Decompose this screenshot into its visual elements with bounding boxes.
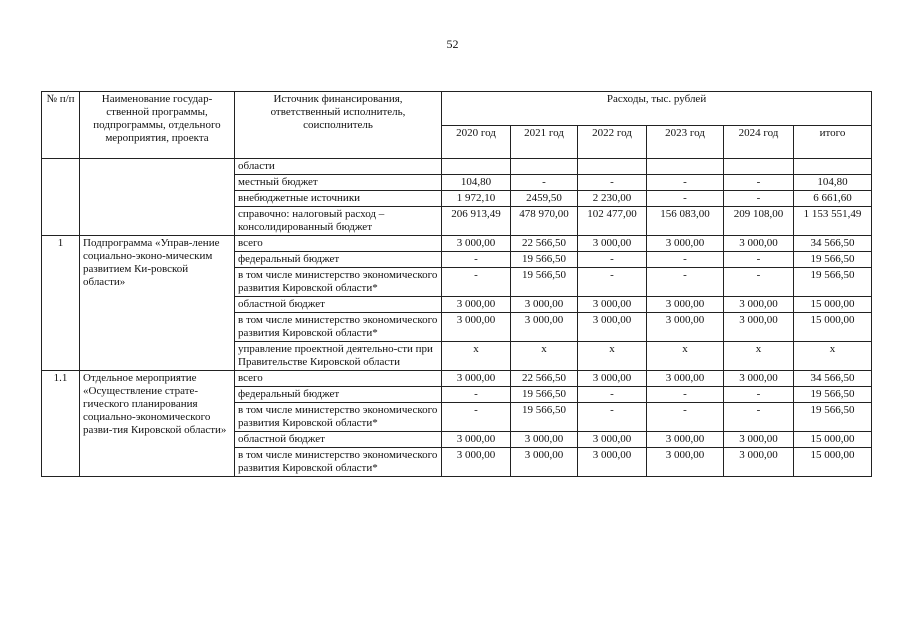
cell-value: 3 000,00 [578, 297, 647, 313]
cell-source: в том числе министерство экономического развития Кировской области* [235, 268, 442, 297]
cell-value: 3 000,00 [724, 371, 794, 387]
cell-num: 1 [42, 236, 80, 371]
cell-total: 19 566,50 [794, 387, 872, 403]
cell-value: 3 000,00 [647, 236, 724, 252]
cell-value: - [578, 252, 647, 268]
cell-value: 3 000,00 [578, 448, 647, 477]
cell-value [647, 159, 724, 175]
cell-total: 19 566,50 [794, 403, 872, 432]
cell-value: - [724, 387, 794, 403]
header-source: Источник финансирования, ответственный исполнитель, соисполнитель [235, 92, 442, 159]
cell-value: 3 000,00 [647, 313, 724, 342]
cell-value: 3 000,00 [578, 236, 647, 252]
cell-value: - [647, 191, 724, 207]
header-expenses: Расходы, тыс. рублей [442, 92, 872, 126]
cell-value: 3 000,00 [578, 432, 647, 448]
cell-value: 2 230,00 [578, 191, 647, 207]
header-name: Наименование государ-ственной программы, подпрограммы, отдельного мероприятия, проекта [80, 92, 235, 159]
cell-source: всего [235, 236, 442, 252]
cell-total: x [794, 342, 872, 371]
cell-value: - [578, 403, 647, 432]
cell-source: местный бюджет [235, 175, 442, 191]
cell-value: 3 000,00 [442, 432, 511, 448]
cell-total [794, 159, 872, 175]
table-row [42, 371, 872, 387]
cell-value: - [724, 268, 794, 297]
cell-name: Отдельное мероприятие «Осуществление страте-гического планирования социально-экономического разви-тия Кировской области» [80, 371, 235, 477]
cell-value: - [511, 175, 578, 191]
cell-name: Подпрограмма «Управ-ление социально-эконо-мическим развитием Ки-ровской области» [80, 236, 235, 371]
cell-total: 15 000,00 [794, 448, 872, 477]
cell-value: 3 000,00 [511, 448, 578, 477]
cell-value: 3 000,00 [647, 432, 724, 448]
cell-num [42, 159, 80, 236]
cell-value: 3 000,00 [578, 313, 647, 342]
cell-value: 3 000,00 [647, 297, 724, 313]
cell-source: областной бюджет [235, 432, 442, 448]
cell-value [442, 159, 511, 175]
cell-value: 3 000,00 [442, 371, 511, 387]
cell-value [511, 159, 578, 175]
cell-value: 19 566,50 [511, 403, 578, 432]
table-row [42, 236, 872, 252]
cell-value: 22 566,50 [511, 371, 578, 387]
cell-value: - [647, 252, 724, 268]
cell-total: 34 566,50 [794, 236, 872, 252]
cell-value: 156 083,00 [647, 207, 724, 236]
cell-value: - [724, 252, 794, 268]
cell-value [724, 159, 794, 175]
cell-value: 3 000,00 [647, 448, 724, 477]
cell-source: управление проектной деятельно-сти при Правительстве Кировской области [235, 342, 442, 371]
cell-value: - [442, 403, 511, 432]
cell-value: 3 000,00 [724, 432, 794, 448]
cell-value: - [442, 387, 511, 403]
budget-table [41, 91, 872, 477]
cell-source: внебюджетные источники [235, 191, 442, 207]
cell-value: - [647, 403, 724, 432]
cell-value: 3 000,00 [442, 297, 511, 313]
cell-value: - [578, 387, 647, 403]
cell-value: - [647, 387, 724, 403]
cell-source: федеральный бюджет [235, 387, 442, 403]
header-year: 2024 год [724, 125, 794, 159]
cell-num: 1.1 [42, 371, 80, 477]
cell-value: - [442, 268, 511, 297]
cell-value: - [647, 175, 724, 191]
cell-value: 104,80 [442, 175, 511, 191]
cell-value: x [442, 342, 511, 371]
header-num: № п/п [42, 92, 80, 159]
cell-value: 3 000,00 [511, 297, 578, 313]
table-header [42, 92, 872, 159]
cell-total: 6 661,60 [794, 191, 872, 207]
cell-source: областной бюджет [235, 297, 442, 313]
cell-value: 206 913,49 [442, 207, 511, 236]
cell-value: 1 972,10 [442, 191, 511, 207]
cell-source: справочно: налоговый расход – консолидированный бюджет [235, 207, 442, 236]
cell-value: x [724, 342, 794, 371]
cell-value: 22 566,50 [511, 236, 578, 252]
cell-value: 209 108,00 [724, 207, 794, 236]
cell-total: 104,80 [794, 175, 872, 191]
cell-source: в том числе министерство экономического развития Кировской области* [235, 313, 442, 342]
cell-value: 3 000,00 [724, 236, 794, 252]
header-total: итого [794, 125, 872, 159]
cell-total: 15 000,00 [794, 313, 872, 342]
cell-value: x [647, 342, 724, 371]
cell-value: - [724, 175, 794, 191]
cell-value: 3 000,00 [442, 236, 511, 252]
cell-value: 478 970,00 [511, 207, 578, 236]
cell-source: в том числе министерство экономического развития Кировской области* [235, 448, 442, 477]
cell-value: 3 000,00 [578, 371, 647, 387]
cell-value: - [442, 252, 511, 268]
cell-total: 1 153 551,49 [794, 207, 872, 236]
table-row [42, 159, 872, 175]
cell-total: 19 566,50 [794, 268, 872, 297]
cell-value: - [578, 175, 647, 191]
cell-value: 3 000,00 [724, 313, 794, 342]
cell-value: - [578, 268, 647, 297]
cell-source: федеральный бюджет [235, 252, 442, 268]
cell-value: 2459,50 [511, 191, 578, 207]
cell-value: 3 000,00 [511, 432, 578, 448]
cell-value: 3 000,00 [724, 448, 794, 477]
cell-value: 3 000,00 [724, 297, 794, 313]
cell-value: - [724, 191, 794, 207]
cell-value: 19 566,50 [511, 252, 578, 268]
cell-value: 3 000,00 [647, 371, 724, 387]
cell-source: области [235, 159, 442, 175]
cell-value: 3 000,00 [442, 448, 511, 477]
cell-source: в том числе министерство экономического развития Кировской области* [235, 403, 442, 432]
cell-value: x [578, 342, 647, 371]
header-year: 2021 год [511, 125, 578, 159]
cell-value: - [647, 268, 724, 297]
cell-value [578, 159, 647, 175]
header-year: 2022 год [578, 125, 647, 159]
cell-value: 3 000,00 [442, 313, 511, 342]
cell-value: x [511, 342, 578, 371]
page-number: 52 [446, 37, 459, 51]
header-year: 2023 год [647, 125, 724, 159]
cell-total: 34 566,50 [794, 371, 872, 387]
cell-source: всего [235, 371, 442, 387]
cell-value: 19 566,50 [511, 387, 578, 403]
cell-value: 3 000,00 [511, 313, 578, 342]
cell-total: 15 000,00 [794, 297, 872, 313]
cell-total: 15 000,00 [794, 432, 872, 448]
cell-value: - [724, 403, 794, 432]
cell-name [80, 159, 235, 236]
table-body [42, 159, 872, 477]
header-year: 2020 год [442, 125, 511, 159]
cell-value: 19 566,50 [511, 268, 578, 297]
cell-value: 102 477,00 [578, 207, 647, 236]
cell-total: 19 566,50 [794, 252, 872, 268]
